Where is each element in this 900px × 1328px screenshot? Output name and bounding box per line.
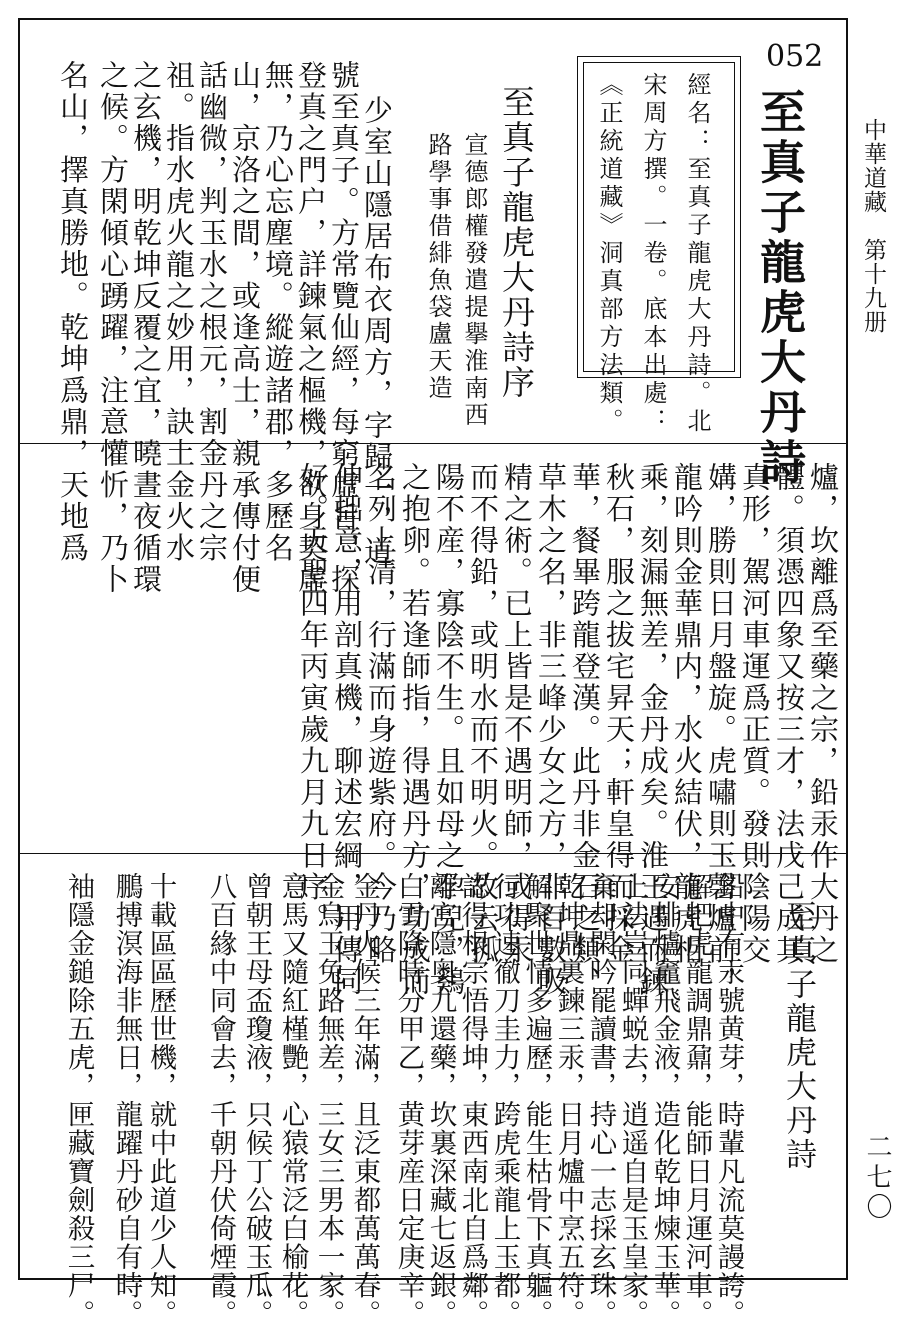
- preface-text-column: 號至真子。方常覽仙經，每窮虛旨，探: [327, 60, 361, 596]
- poem-line: 行功速徹刀圭力，跨虎乘龍上玉都。: [488, 872, 521, 1328]
- poem-line: 意馬又隨紅槿艷，心猿常泛白榆花。: [276, 872, 309, 1328]
- poem-line: 離宫隱奥九還藥，坎裏深藏七返銀。: [424, 872, 457, 1328]
- entry-title: 至真子龍虎大丹詩: [753, 88, 807, 488]
- catalog-note-line: 宋周方撰。一卷。底本出處：: [639, 72, 667, 436]
- poem-line: 十載區區歷世機，就中此道少人知。: [144, 872, 177, 1328]
- catalog-note-line: 經名：至真子龍虎大丹詩。北: [683, 72, 711, 436]
- poem-line: 棄却閑吟罷讀書，持心一志採玄珠。: [584, 872, 617, 1328]
- preface-author-line: 宣德郎權發遣提擧淮南西: [460, 132, 488, 429]
- preface-text-column: 龍吟則金華鼎内，水火結伏，龍虎相: [670, 462, 704, 966]
- preface-text-column: 之候。方閑傾心踴躍，注意懽忻，乃卜: [96, 60, 130, 596]
- poem-line: 金烏玉兔路無差，三女三男本一家。: [312, 872, 345, 1328]
- preface-text-column: 爐，坎離爲至藥之宗，鉛汞作大丹之: [806, 462, 840, 966]
- poem-line: 白雪降時分甲乙，黄芽産日定庚辛。: [392, 872, 425, 1328]
- preface-author-line: 路學事借緋魚袋盧天造: [424, 132, 452, 402]
- preface-text-column: 名山，擇真勝地。乾坤爲鼎，天地爲: [56, 60, 90, 564]
- preface-title: 至真子龍虎大丹詩序: [497, 85, 536, 400]
- preface-text-column: 伸拙意，用剖真機，聊述宏綱，用傳同: [330, 462, 364, 998]
- poem-line: 袖隱金鎚除五虎，匣藏寶劍殺三尸。: [62, 872, 95, 1328]
- preface-text-column: 之抱卵。若逢師指，得遇丹方，功成而: [398, 462, 432, 998]
- poem-line: 鉛中有汞號黄芽，時輩凡流莫謾誇。: [712, 872, 745, 1328]
- preface-text-column: 媾，勝則日月盤旋。虎嘯則玉磬爐前，: [704, 462, 738, 998]
- poem-line: 安排爐竈飛金液，造化乾坤煉玉華。: [648, 872, 681, 1328]
- preface-text-column: 體。須憑四象又按三才，法戊己成其: [772, 462, 806, 966]
- poem-line: 八百緣中同會去，千朝丹伏倚煙霞。: [204, 872, 237, 1328]
- poem-line: 乾坤鼎裏鍊三汞，日月爐中烹五符。: [552, 872, 585, 1328]
- poem-line: 認得根宗悟得坤，東西南北自爲鄰。: [456, 872, 489, 1328]
- preface-text-column: 話幽微，判玉水之根元，割金丹之宗: [195, 60, 229, 564]
- poem-line: 金丹火候三年滿，且泛東都萬萬春。: [348, 872, 381, 1328]
- preface-text-column: 精之術。已上皆是不遇明師，或得汞: [500, 462, 534, 966]
- page-number: 二七〇: [862, 1133, 892, 1223]
- running-head: 中華道藏 第十九册: [860, 118, 886, 334]
- poem-line: 解把虎龍調鼎鼐，能師日月運河車。: [680, 872, 713, 1328]
- preface-text-column: 真形，駕河車運爲正質。發則陰陽交: [738, 462, 772, 966]
- poem-title: 至真子龍虎大丹詩: [780, 900, 816, 1172]
- preface-text-column: 登真之門户，詳鍊氣之樞機，欲身契虛: [294, 60, 328, 596]
- poem-line: 曾朝王母盃瓊液，只候丁公破玉瓜。: [240, 872, 273, 1328]
- preface-text-column: 而不得鉛，或明水而不明火。故云孤: [466, 462, 500, 966]
- preface-text-column: 草木之名，非三峰少女之方，非百數吸: [534, 462, 568, 998]
- preface-text-column: 無，乃心忘塵境。縱遊諸郡，多歷名: [261, 60, 295, 564]
- preface-text-column: 乘，刻漏無差，金丹成矣。淮王遇而鍊: [636, 462, 670, 998]
- preface-text-column: 少室山隱居布衣周方，字歸一，道: [360, 95, 394, 568]
- poem-line: 上法豈同蟬蜕去，逍遥自是玉皇家。: [616, 872, 649, 1328]
- poem-line: 解聚世情多遍歷，能生枯骨下真軀。: [520, 872, 553, 1328]
- entry-number: 052: [766, 39, 824, 74]
- preface-text-column: 秋石，服之拔宅昇天；軒皇得而採金: [602, 462, 636, 966]
- preface-text-column: 好。天聖四年丙寅歲九月九日序。: [296, 462, 330, 935]
- preface-text-column: 山，京洛之間，或逢高士，親承傳付便: [228, 60, 262, 596]
- preface-text-column: 祖。指水虎火龍之妙用，訣土金火水: [162, 60, 196, 564]
- preface-text-column: 華，餐畢跨龍登漢。此丹非金石之類、: [568, 462, 602, 998]
- poem-line: 鵬搏溟海非無日，龍躍丹砂自有時。: [110, 872, 143, 1328]
- preface-text-column: 陽不産，寡陰不生。且如母之孕兒，鷄: [432, 462, 466, 998]
- catalog-note-line: 《正統道藏》洞真部方法類。: [595, 72, 623, 436]
- preface-text-column: 名列上清，行滿而身遊紫府。今乃略: [364, 462, 398, 966]
- preface-text-column: 之玄機，明乾坤反覆之宜，曉晝夜循環: [129, 60, 163, 596]
